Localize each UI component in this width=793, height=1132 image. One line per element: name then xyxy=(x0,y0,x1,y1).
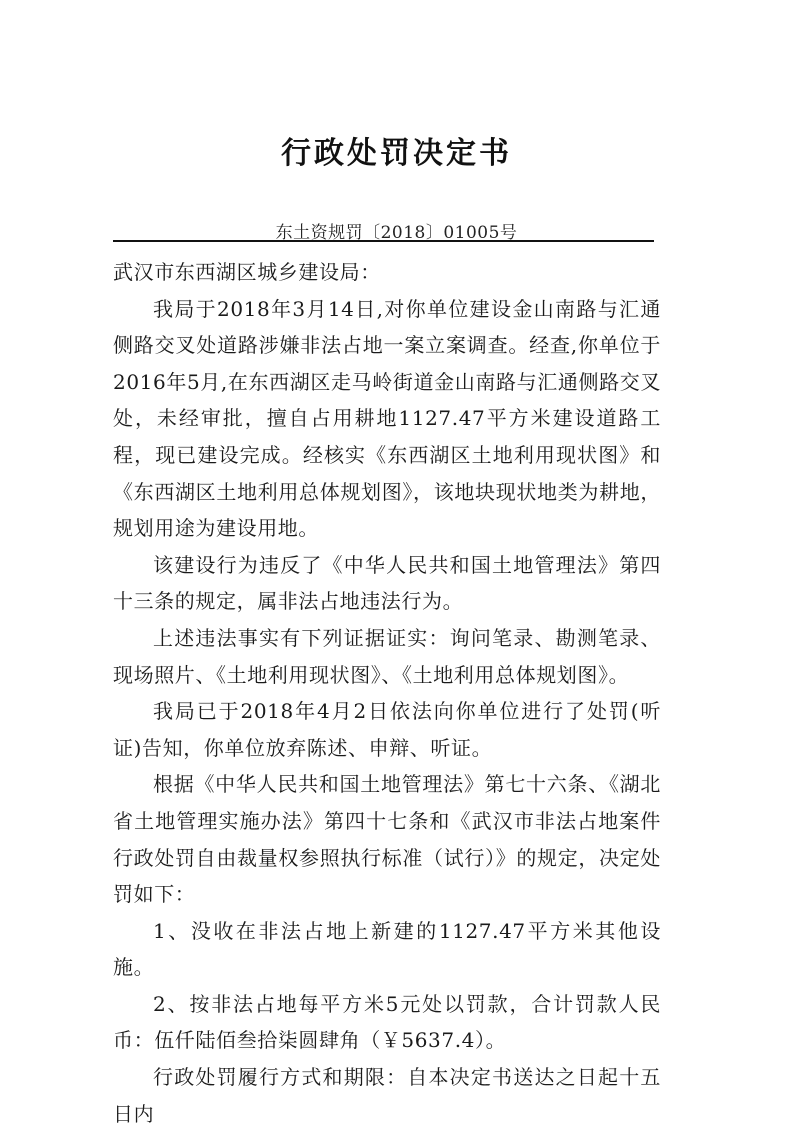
paragraph-legal-basis: 根据《中华人民共和国土地管理法》第七十六条、《湖北省土地管理实施办法》第四十七条和《武汉市非法占地案件行政处罚自由裁量权参照执行标准（试行）》的规定，决定处罚如下： xyxy=(113,772,661,907)
paragraph-enforcement: 行政处罚履行方式和期限：自本决定书送达之日起十五日内 xyxy=(113,1065,661,1126)
paragraph-violation: 该建设行为违反了《中华人民共和国土地管理法》第四十三条的规定，属非法占地违法行为。 xyxy=(113,552,661,614)
paragraph-notice: 我局已于2018年4月2日依法向你单位进行了处罚(听证)告知，你单位放弃陈述、申辩、听证。 xyxy=(113,699,661,760)
paragraph-findings: 我局于2018年3月14日,对你单位建设金山南路与汇通侧路交叉处道路涉嫌非法占地一案立案调查。经查,你单位于2016年5月,在东西湖区走马岭街道金山南路与汇通侧路交叉处，未经审批，擅自占用耕地1127.47平方米建设道路工程，现已建设完成。经核实《东西湖区土地利用现状图》和《东西湖区土地利用总体规划图》，该地块现状地类为耕地，规划用途为建设用地。 xyxy=(113,296,661,541)
document-number: 东土资规罚〔2018〕01005号 xyxy=(275,223,518,243)
header-divider xyxy=(113,240,654,242)
penalty-item-2: 2、按非法占地每平方米5元处以罚款，合计罚款人民币：伍仟陆佰叁拾柒圆肆角（￥5637.4）。 xyxy=(113,991,661,1053)
paragraph-evidence: 上述违法事实有下列证据证实：询问笔录、勘测笔录、现场照片、《土地利用现状图》、《土地利用总体规划图》。 xyxy=(113,625,661,687)
document-title: 行政处罚决定书 xyxy=(281,136,512,171)
penalty-item-1: 1、没收在非法占地上新建的1127.47平方米其他设施。 xyxy=(113,918,661,980)
document-body xyxy=(113,254,661,1132)
addressee: 武汉市东西湖区城乡建设局： xyxy=(113,260,381,284)
